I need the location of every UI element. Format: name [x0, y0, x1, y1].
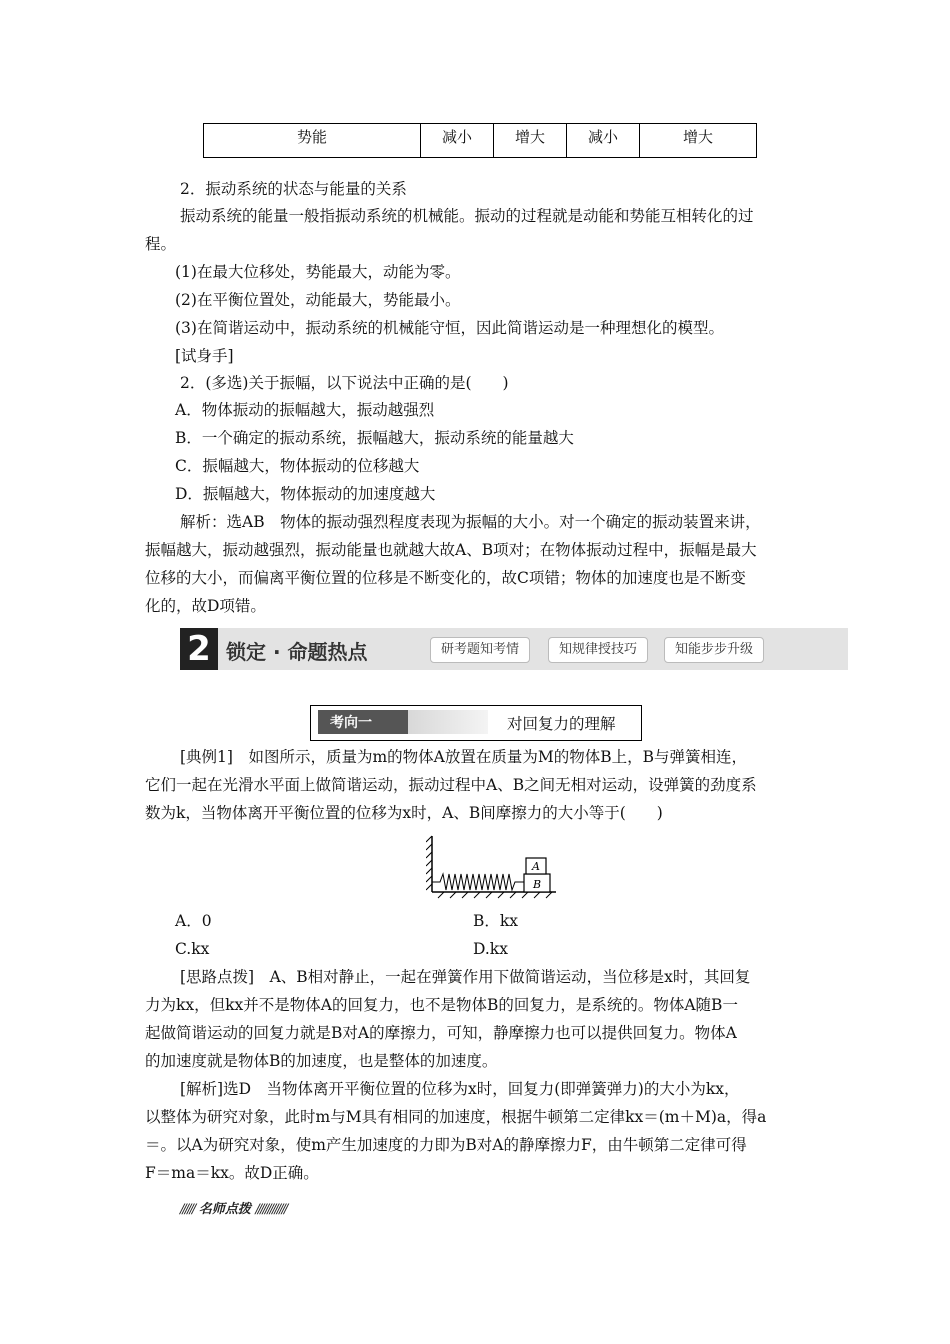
list-item: (1)在最大位移处，势能最大，动能为零。 [175, 263, 461, 281]
option: D.kx [473, 940, 508, 958]
paragraph-line: 程。 [145, 235, 177, 253]
solution-line: 振幅越大，振动越强烈，振动能量也就越大故A、B项对；在物体振动过程中，振幅是最大 [145, 541, 757, 559]
option: B．kx [473, 912, 519, 930]
direction-tag [318, 710, 488, 734]
solution-line: 位移的大小，而偏离平衡位置的位移是不断变化的，故C项错；物体的加速度也是不断变 [145, 569, 746, 587]
analysis-line: 以整体为研究对象，此时m与M具有相同的加速度，根据牛顿第二定律kx＝(m＋M)a，得a [145, 1108, 767, 1126]
tab-upgrade[interactable]: 知能步步升级 [664, 637, 764, 663]
direction-box [310, 705, 642, 741]
analysis-line: [解析]选D 当物体离开平衡位置的位移为x时，回复力(即弹簧弹力)的大小为kx， [180, 1080, 740, 1098]
example-line: [典例1] 如图所示，质量为m的物体A放置在质量为M的物体B上，B与弹簧相连， [180, 748, 748, 766]
analysis-line: 起做简谐运动的回复力就是B对A的摩擦力，可知，静摩擦力也可以提供回复力。物体A [145, 1024, 737, 1042]
question-stem: 2．(多选)关于振幅，以下说法中正确的是( ) [180, 374, 509, 392]
option: C．振幅越大，物体振动的位移越大 [175, 457, 420, 475]
table-cell: 减小 [567, 124, 640, 158]
decorative-slashes: ///////////// [255, 1202, 287, 1217]
analysis-line: F＝ma＝kx。故D正确。 [145, 1164, 319, 1182]
analysis-line: 力为kx，但kx并不是物体A的回复力，也不是物体B的回复力，是系统的。物体A随B一 [145, 996, 738, 1014]
banner-title: 锁定 · 命题热点 [226, 640, 368, 664]
option: C.kx [175, 940, 210, 958]
analysis-line: 的加速度就是物体B的加速度，也是整体的加速度。 [145, 1052, 498, 1070]
list-item: (2)在平衡位置处，动能最大，势能最小。 [175, 291, 461, 309]
section-heading: 2．振动系统的状态与能量的关系 [180, 180, 407, 198]
list-item: (3)在简谐运动中，振动系统的机械能守恒，因此简谐运动是一种理想化的模型。 [175, 319, 724, 337]
energy-table [203, 123, 757, 158]
label-a: A [532, 860, 540, 873]
label-b: B [532, 878, 542, 891]
analysis-line: [思路点拨] A、B相对静止，一起在弹簧作用下做简谐运动，当位移是x时，其回复 [180, 968, 751, 986]
decorative-slashes: ////// [180, 1202, 195, 1217]
section-banner [180, 628, 848, 670]
option: A．0 [175, 912, 212, 930]
option: B．一个确定的振动系统，振幅越大，振动系统的能量越大 [175, 429, 574, 447]
analysis-line: ＝。以A为研究对象，使m产生加速度的力即为B对A的静摩擦力F，由牛顿第二定律可得 [145, 1136, 747, 1154]
table-cell: 增大 [494, 124, 567, 158]
solution-line: 化的，故D项错。 [145, 597, 266, 615]
solution-line: 解析：选AB 物体的振动强烈程度表现为振幅的大小。对一个确定的振动装置来讲， [180, 513, 761, 531]
tab-study-exam[interactable]: 研考题知考情 [430, 637, 530, 663]
teacher-tips-label: 名师点拨 [198, 1202, 251, 1217]
teacher-tips-heading [180, 1198, 286, 1217]
example-line: 它们一起在光滑水平面上做简谐运动，振动过程中A、B之间无相对运动，设弹簧的劲度系 [145, 776, 757, 794]
table-cell: 势能 [204, 124, 421, 158]
option: A．物体振动的振幅越大，振动越强烈 [175, 401, 435, 419]
paragraph-line: 振动系统的能量一般指振动系统的机械能。振动的过程就是动能和势能互相转化的过 [180, 207, 754, 225]
exercise-heading: [试身手] [175, 347, 234, 365]
section-number: 2 [180, 628, 218, 670]
spring-block-figure [426, 832, 562, 900]
direction-title: 对回复力的理解 [507, 715, 616, 733]
table-cell: 减小 [421, 124, 494, 158]
table-cell: 增大 [640, 124, 757, 158]
option: D．振幅越大，物体振动的加速度越大 [175, 485, 436, 503]
direction-tag-label: 考向一 [330, 715, 372, 731]
tab-rules-skills[interactable]: 知规律授技巧 [548, 637, 648, 663]
example-line: 数为k，当物体离开平衡位置的位移为x时，A、B间摩擦力的大小等于( ) [145, 804, 663, 822]
